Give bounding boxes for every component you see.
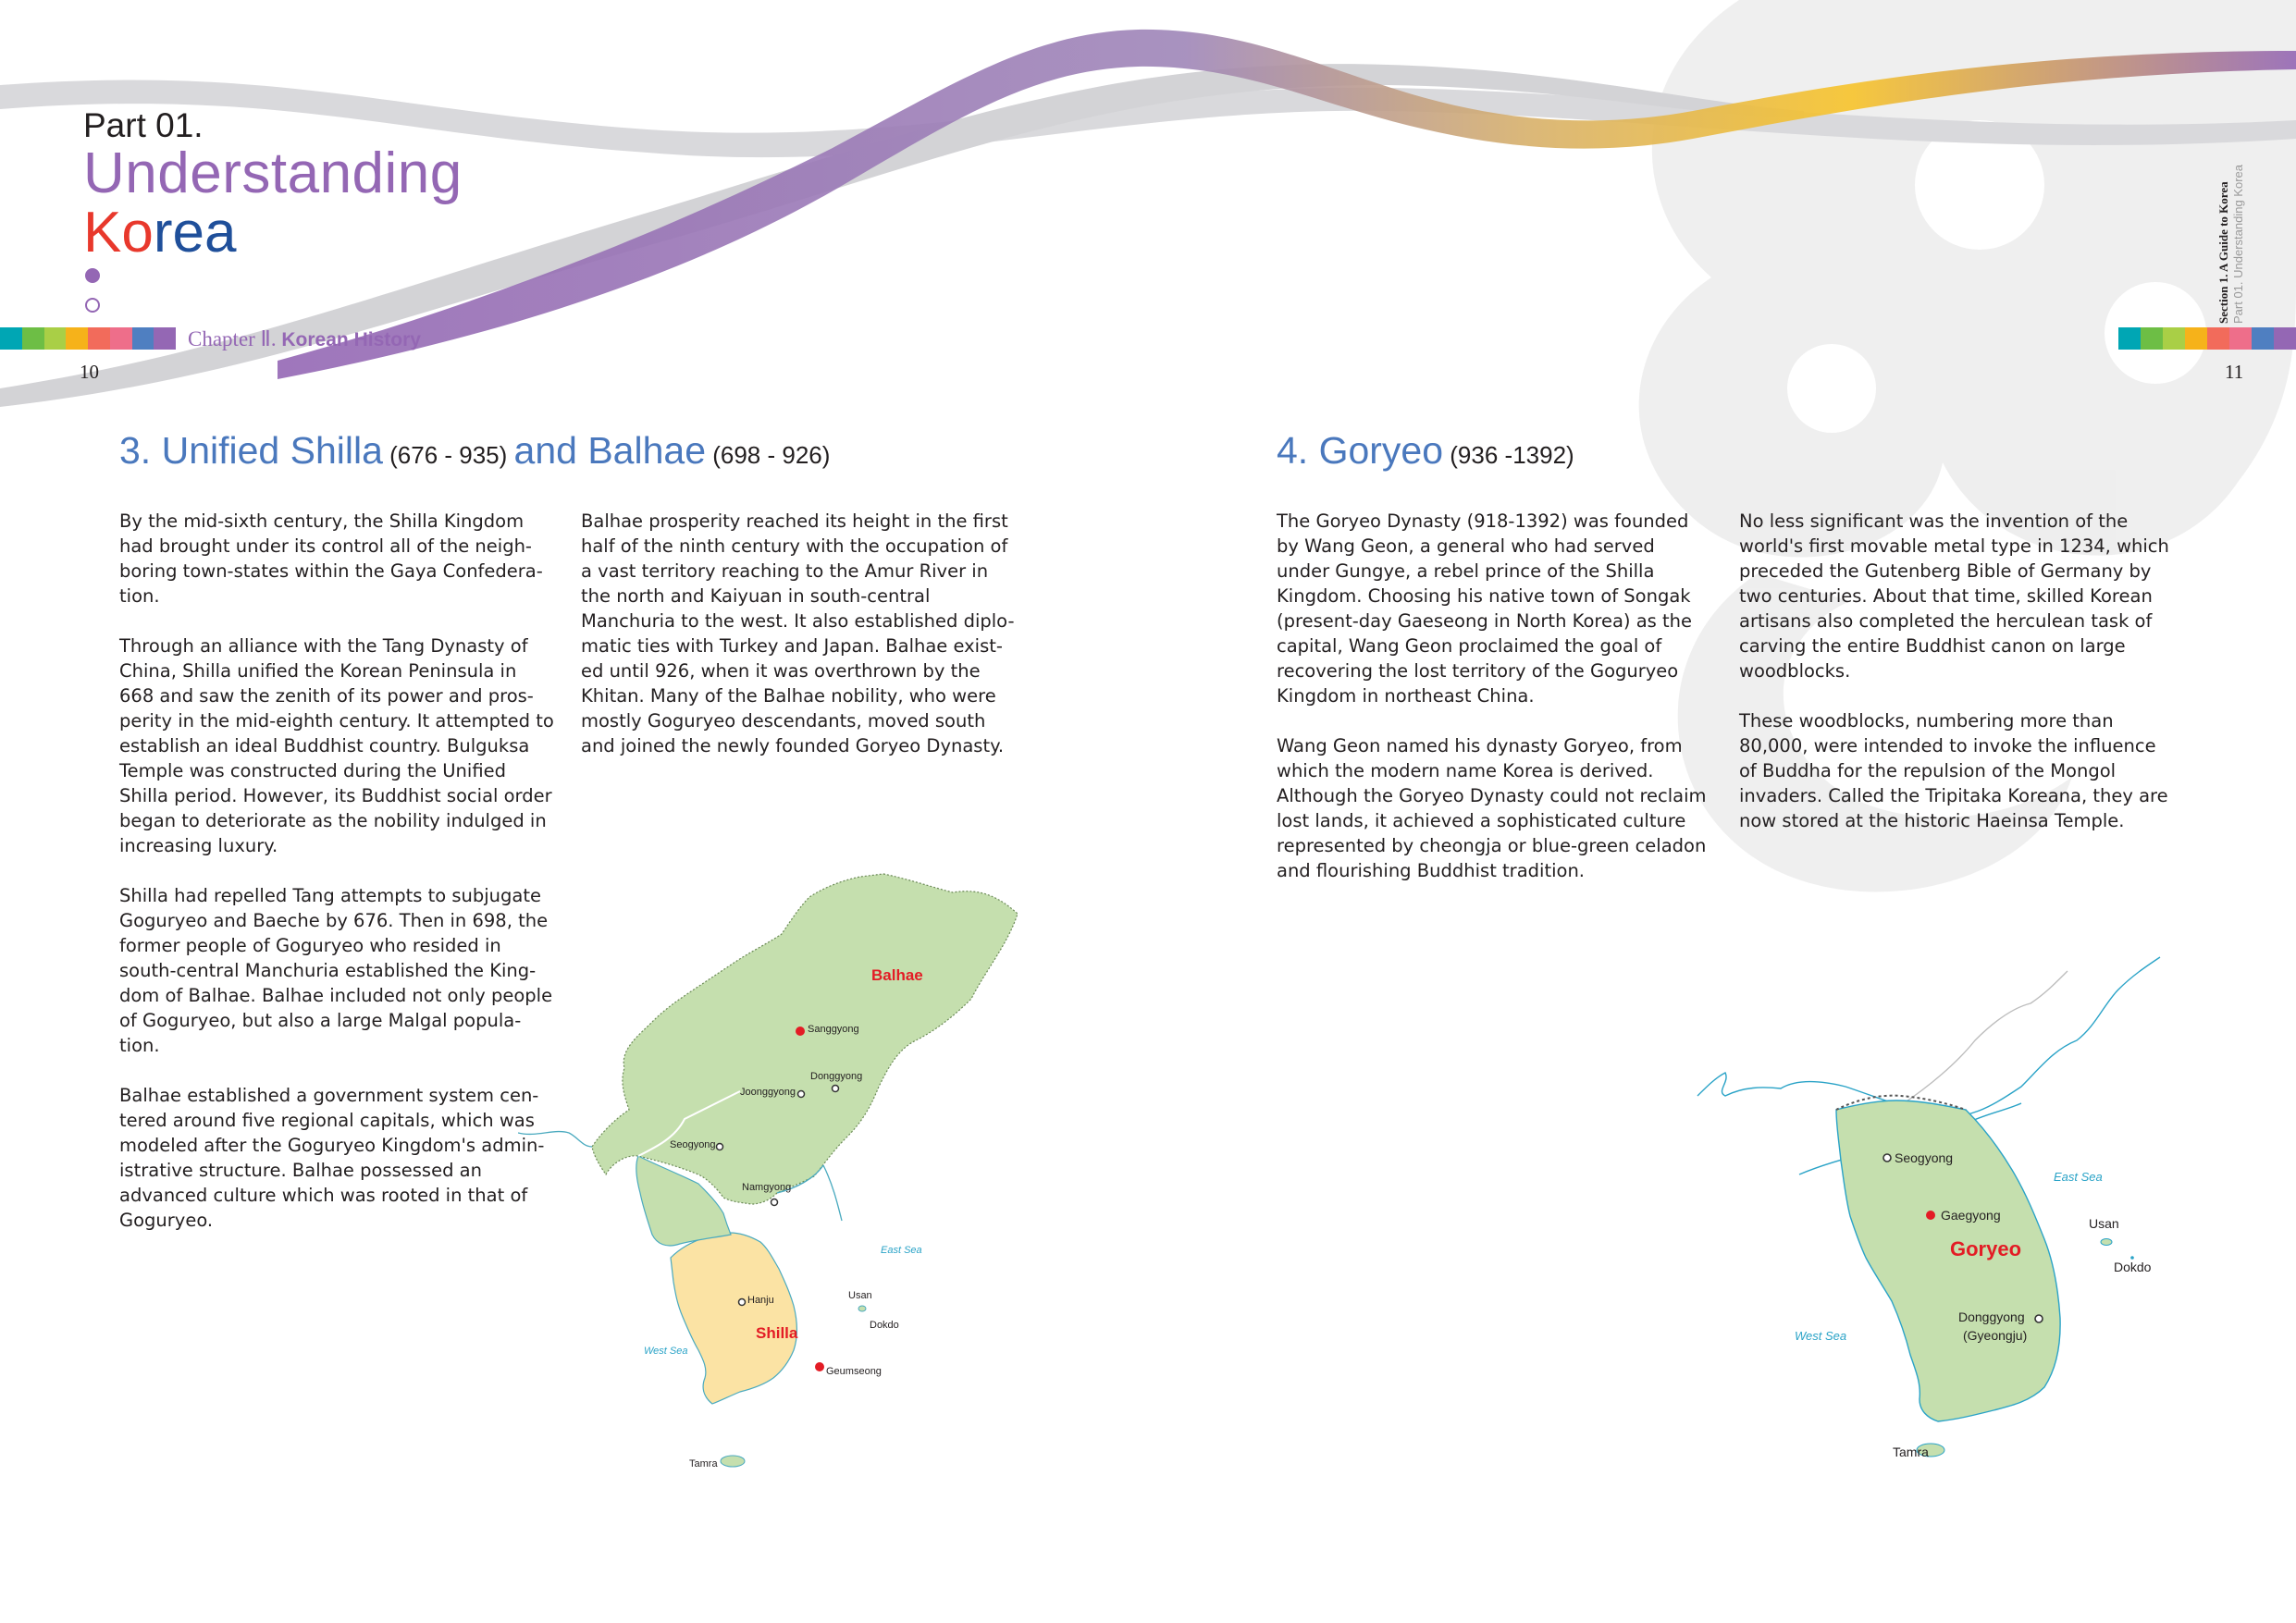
title-red-part: Ko [83,201,154,264]
hanju-marker [739,1299,746,1306]
map-label-gyeongju: (Gyeongju) [1963,1328,2028,1343]
map-label-usan: Usan [848,1290,872,1301]
balhae-territory [592,874,1018,1204]
right-text-column-1 [1277,509,1711,908]
chapter-label [188,327,421,351]
color-stripe-right [2118,327,2296,350]
heading-dates-2: (698 - 926) [706,441,831,469]
shilla-balhae-map [518,869,1073,1480]
heading-dates-1: (676 - 935) [382,441,514,469]
paragraph: Balhae prosperity reached its height in the first half of the ninth century with the occupation of a vast territory reaching to the Amur River in the north and Kaiyuan in south-central Manchuria to the west. It also established diplo-matic ties with Turkey and Japan. Balhae exist-ed until 926, when it was overthrown by the Khitan. Many of the Balhae nobility, who were mostly Goguryeo descendants, moved south and joined the newly founded Goryeo Dynasty. [581,510,1015,756]
map-label-goryeo: Goryeo [1950,1237,2022,1260]
seogyong-marker [1883,1154,1891,1162]
paragraph: Balhae established a government system cen-tered around five regional capitals, which was modeled after the Goguryeo Kingdom's admin-istrative structure. Balhae possessed an advanced culture which was rooted in that of Goguryeo. [119,1085,545,1231]
chapter-title: Korean History [281,329,421,350]
map-label-dokdo: Dokdo [2114,1260,2152,1274]
joonggyong-marker [798,1091,805,1098]
map-label-usan: Usan [2089,1216,2119,1231]
map-label-west-sea: West Sea [644,1346,688,1357]
paragraph: No less significant was the invention of the world's first movable metal type in 1234, which preceded the Gutenberg Bible of Germany by two centuries. About that time, skilled Korean artisans also completed the herculean task of carving the entire Buddhist canon on large woodblocks. [1739,510,2169,682]
paragraph: Through an alliance with the Tang Dynasty of China, Shilla unified the Korean Peninsula in 668 and saw the zenith of its power and pros-perity in the mid-eighth century. It attempted to establish an ideal Buddhist country. Bulguksa Temple was constructed during the Unified Shilla period. However, its Buddhist social order began to deteriorate as the nobility indulged in increasing luxury. [119,635,554,856]
shilla-territory [671,1233,796,1404]
page-number-right: 11 [2225,361,2244,383]
title-blue-part: rea [153,201,237,264]
book-title-line2 [83,200,236,265]
part-label: Part 01. [83,106,204,144]
map-label-sanggyong: Sanggyong [808,1024,859,1035]
side-section-text: Section 1. A Guide to Korea [2216,181,2230,324]
map-label-geumseong: Geumseong [826,1366,882,1377]
section-side-label [2216,139,2245,324]
book-title-line1: Understanding [83,141,463,205]
map-label-namgyong: Namgyong [742,1182,792,1193]
chapter-prefix: Chapter Ⅱ. [188,327,277,350]
map-label-east-sea: East Sea [881,1245,922,1256]
paragraph: The Goryeo Dynasty (918-1392) was founded by Wang Geon, a general who had served under Gungye, a rebel prince of the Shilla Kingdom. Choosing his native town of Songak (present-day Gaeseong in North Korea) as the capital, Wang Geon proclaimed the goal of recovering the lost territory of the Goguryeo Kingdom in northeast China. [1277,510,1693,707]
paragraph: Shilla had repelled Tang attempts to subjugate Goguryeo and Baeche by 676. Then in 698, the former people of Goguryeo who resided in south-central Manchuria established the King-dom of Balhae. Balhae included not only people of Goguryeo, but also a large Malgal popula-tion. [119,885,553,1056]
gaegyong-marker [1926,1211,1935,1220]
northern-border-grey [1901,971,2068,1105]
goryeo-map [1688,948,2188,1466]
map-label-joonggyong: Joonggyong [740,1087,796,1098]
heading-main-1: 3. Unified Shilla [119,429,383,472]
color-stripe-left [0,327,176,350]
side-part-text: Part 01. Understanding Korea [2231,165,2245,324]
map-label-dokdo: Dokdo [870,1320,899,1331]
heading-main-2: and Balhae [513,429,706,472]
map-label-donggyong: Donggyong [810,1071,863,1082]
page-number-left: 10 [80,361,99,383]
filled-dot-icon [85,268,100,283]
seogyong-marker [717,1144,723,1150]
usan-island [2101,1239,2112,1246]
goryeo-territory [1836,1100,2060,1421]
paragraph: These woodblocks, numbering more than 80,000, were intended to invoke the influence of Buddha for the repulsion of the Mongol invaders. Called the Tripitaka Koreana, they are now stored at the historic Haeinsa Temple. [1739,710,2168,831]
geumseong-marker [815,1362,824,1371]
map-label-shilla: Shilla [756,1324,798,1342]
map-label-donggyong: Donggyong [1958,1309,2025,1324]
heading-dates: (936 -1392) [1443,441,1574,469]
left-text-column-2 [581,509,1016,783]
donggyong-marker [2035,1315,2043,1322]
paragraph: By the mid-sixth century, the Shilla Kingdom had brought under its control all of the neigh-boring town-states within the Gaya Confedera-tion. [119,510,543,607]
sanggyong-marker [796,1027,805,1036]
map-label-gaegyong: Gaegyong [1941,1208,2001,1223]
map-label-west-sea: West Sea [1795,1329,1847,1343]
donggyong-marker [833,1086,839,1092]
heading-main: 4. Goryeo [1277,429,1444,472]
map-label-seogyong: Seogyong [1895,1150,1954,1165]
tamra-island [721,1456,745,1467]
namgyong-marker [772,1199,778,1206]
section-heading-goryeo [1277,429,1574,473]
map-label-hanju: Hanju [747,1295,774,1306]
map-label-tamra: Tamra [1893,1445,1929,1459]
left-text-column-1 [119,509,554,1258]
right-text-column-2 [1739,509,2174,858]
map-label-seogyong: Seogyong [670,1139,716,1150]
hollow-dot-icon [85,298,100,313]
map-label-balhae: Balhae [871,966,923,984]
section-heading-shilla-balhae [119,429,830,473]
map-label-east-sea: East Sea [2054,1170,2103,1184]
map-label-tamra: Tamra [689,1458,718,1469]
usan-island [858,1306,866,1311]
paragraph: Wang Geon named his dynasty Goryeo, from which the modern name Korea is derived. Although the Goryeo Dynasty could not reclaim lost lands, it achieved a sophisticated culture represented by cheongja or blue-green celadon and flourishing Buddhist tradition. [1277,735,1707,881]
